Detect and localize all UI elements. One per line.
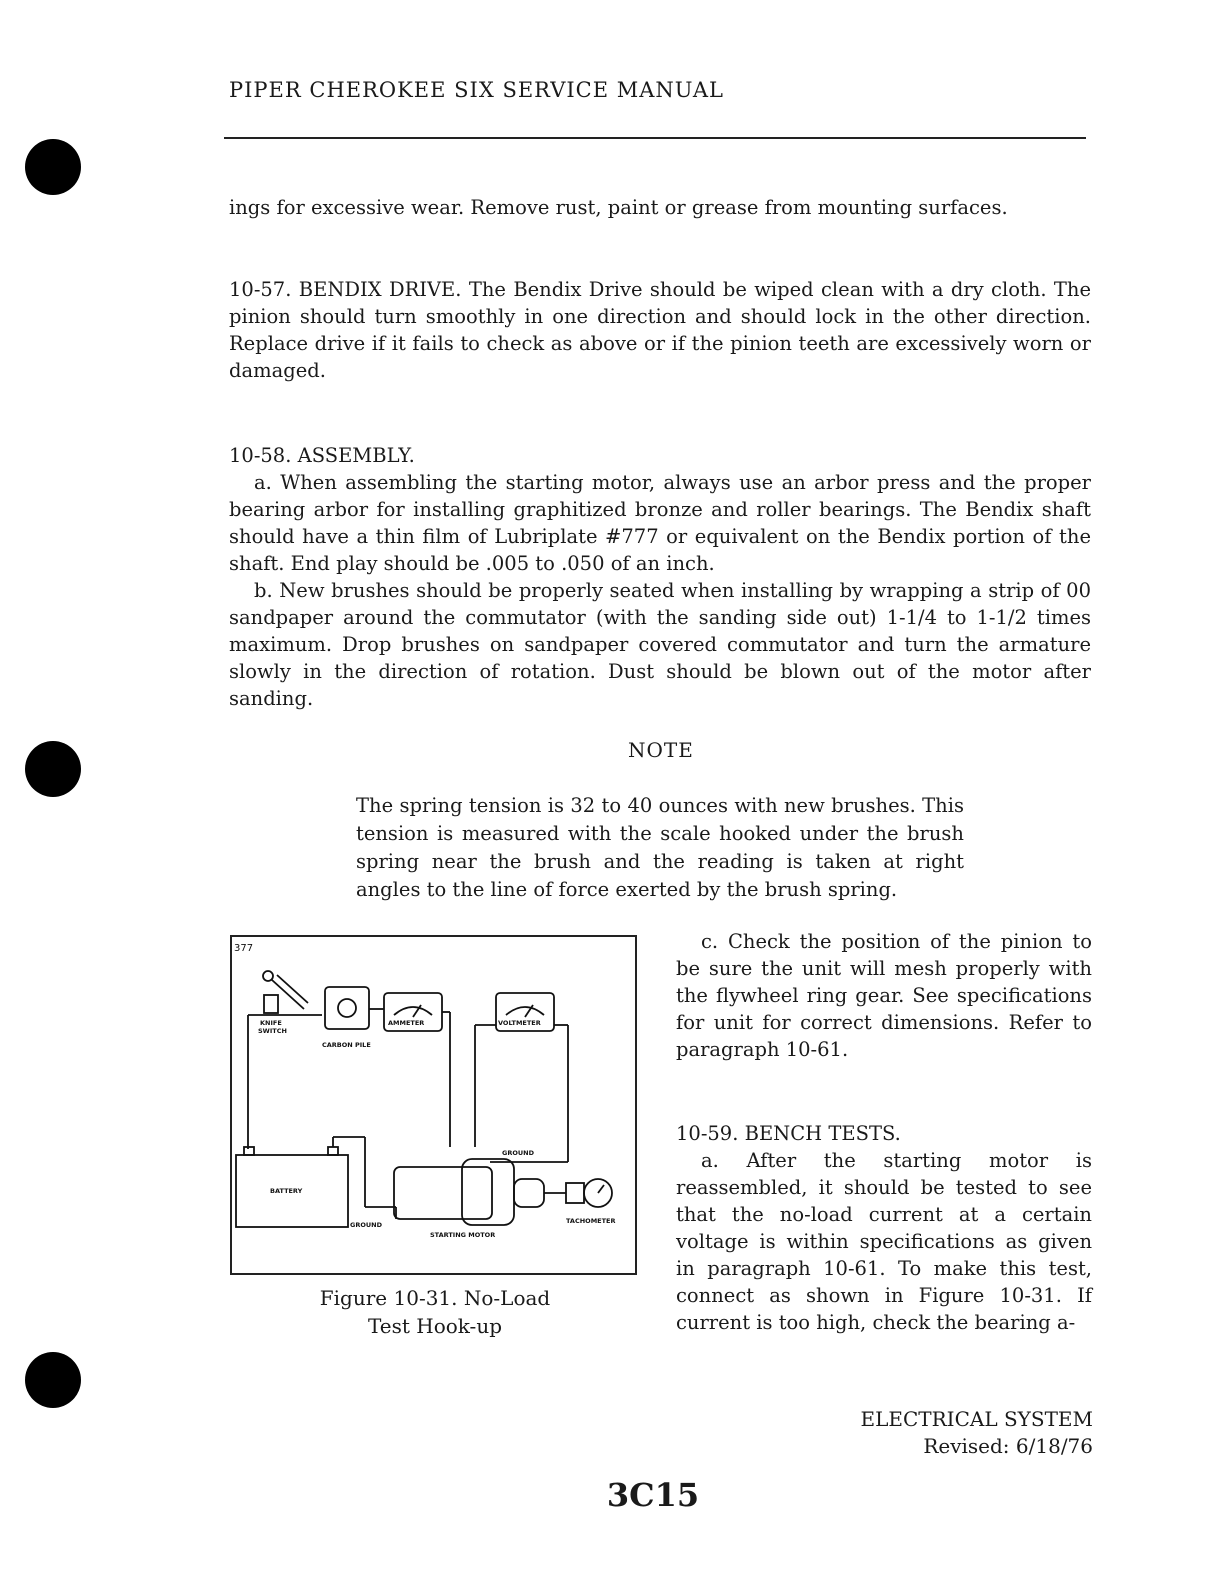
text-10-57: The Bendix Drive should be wiped clean with a dry cloth. The pinion should turn smoothly in one direction and should lock in the other direction. Replace drive if it fails to check as above or if the pinion teeth are excessively worn or damaged. — [229, 278, 1091, 382]
heading-10-58: 10-58. ASSEMBLY. — [229, 444, 415, 467]
footer-section-title: ELECTRICAL SYSTEM — [860, 1407, 1093, 1431]
label-ground-bottom: GROUND — [350, 1221, 382, 1229]
section-10-59 — [676, 1120, 1092, 1336]
note-body: The spring tension is 32 to 40 ounces with new brushes. This tension is measured with the scale hooked under the brush spring near the brush and the reading is taken at right angles to the line of force exerted by the brush spring. — [356, 794, 964, 901]
figure-caption — [290, 1284, 580, 1340]
para-10-58-c-block — [676, 928, 1092, 1063]
para-10-58-a: a. When assembling the starting motor, always use an arbor press and the proper bearing arbor for installing graphitized bronze and roller bearings. The Bendix shaft should have a thin film of Lubriplate #777 or equivalent on the Bendix portion of the shaft. End play should be .005 to .050 of an inch. — [229, 471, 1091, 575]
label-carbon-pile: CARBON PILE — [322, 1041, 371, 1049]
label-ground-top: GROUND — [502, 1149, 534, 1157]
intro-line — [229, 194, 1091, 221]
footer-revised: Revised: 6/18/76 — [923, 1434, 1093, 1458]
figure-number: 377 — [234, 943, 254, 954]
figure-caption-line1: Figure 10-31. No-Load — [319, 1286, 551, 1310]
starting-motor-icon — [394, 1167, 492, 1219]
intro-text: ings for excessive wear. Remove rust, paint or grease from mounting surfaces. — [229, 196, 1008, 219]
label-tachometer: TACHOMETER — [566, 1217, 616, 1225]
section-10-58 — [229, 442, 1091, 712]
figure-caption-line2: Test Hook-up — [367, 1314, 502, 1338]
label-ammeter: AMMETER — [388, 1019, 425, 1027]
binder-hole-middle — [25, 741, 81, 797]
para-10-59-a: a. After the starting motor is reassembled, it should be tested to see that the no-load current at a certain voltage is within specifications as given in paragraph 10-61. To make this test, connect as shown in Figure 10-31. If current is too high, check the bearing a- — [676, 1149, 1092, 1334]
wiring-diagram — [232, 937, 635, 1273]
label-voltmeter: VOLTMETER — [498, 1019, 541, 1027]
knife-switch-pivot-icon — [263, 971, 273, 981]
footer-block — [861, 1406, 1094, 1460]
section-10-57 — [229, 276, 1091, 384]
carbon-pile-icon — [325, 987, 369, 1029]
heading-10-59: 10-59. BENCH TESTS. — [676, 1122, 901, 1145]
note-title: NOTE — [628, 738, 694, 762]
figure-10-31 — [230, 935, 637, 1275]
page-number: 3C15 — [606, 1476, 700, 1514]
binder-hole-top — [25, 139, 81, 195]
header-rule — [224, 137, 1086, 139]
label-battery: BATTERY — [270, 1187, 303, 1195]
label-knife-2: SWITCH — [258, 1027, 287, 1035]
para-10-58-b: b. New brushes should be properly seated when installing by wrapping a strip of 00 sandpaper around the commutator (with the sanding side out) 1-1/4 to 1-1/2 times maximum. Drop brushes on sandpaper covered commutator and turn the armature slowly in the direction of rotation. Dust should be blown out of the motor after sanding. — [229, 579, 1091, 710]
label-starting-motor: STARTING MOTOR — [430, 1231, 496, 1239]
page-header: PIPER CHEROKEE SIX SERVICE MANUAL — [229, 78, 724, 102]
heading-10-57: 10-57. BENDIX DRIVE. — [229, 278, 462, 301]
binder-hole-bottom — [25, 1352, 81, 1408]
label-knife-1: KNIFE — [260, 1019, 282, 1027]
knife-switch-base — [264, 995, 278, 1013]
para-10-58-c: c. Check the position of the pinion to be sure the unit will mesh properly with the flywheel ring gear. See specifications for unit for correct dimensions. Refer to paragraph 10-61. — [676, 930, 1092, 1061]
